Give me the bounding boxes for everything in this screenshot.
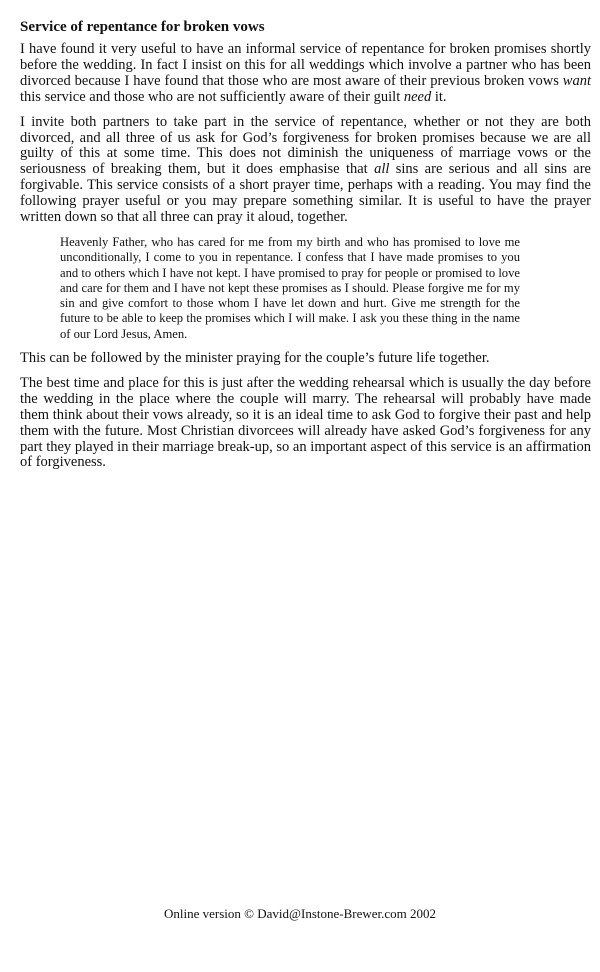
emphasis-all: all (374, 161, 390, 178)
emphasis-need: need (403, 88, 432, 105)
footer-copyright: Online version © David@Instone-Brewer.com 2002 (163, 906, 437, 921)
paragraph-invite (20, 115, 591, 226)
paragraph-invite-text-2: sins are serious and all sins are forgivable. This service consists of a short prayer time, perhaps with a reading. You may find the following prayer useful or you may prepare something similar. It is useful to have the prayer written down so that all three can pray it aloud, together. (20, 161, 591, 226)
section-heading: Service of repentance for broken vows (20, 19, 265, 35)
paragraph-intro (20, 42, 591, 106)
emphasis-want: want (562, 72, 591, 89)
paragraph-timing: The best time and place for this is just after the wedding rehearsal which is usually the day before the wedding in the place where the couple will marry. The rehearsal will probably have made them think about their vows already, so it is an ideal time to ask God to forgive their past and help them with the future. Most Christian divorcees will already have asked God’s forgiveness for any part they played in their marriage break-up, so an important aspect of this service is an affirmation of forgiveness. (20, 374, 591, 471)
paragraph-intro-text-3: it. (431, 88, 447, 105)
paragraph-intro-text-1: I have found it very useful to have an informal service of repentance for broken promises shortly before the wedding. In fact I insist on this for all weddings which involve a partner who has been divorced because I have found that those who are most aware of their previous broken vows (20, 41, 591, 89)
paragraph-invite-text-1: I invite both partners to take part in the service of repentance, whether or not they are both divorced, and all three of us ask for God’s forgiveness for broken promises because we are all guilty of this at some time. This does not diminish the uniqueness of marriage vows or the seriousness of breaking them, but it does emphasise that (20, 113, 591, 178)
paragraph-followup: This can be followed by the minister praying for the couple’s future life together. (20, 350, 490, 367)
prayer-block: Heavenly Father, who has cared for me from my birth and who has promised to love me unconditionally, I come to you in repentance. I confess that I have made promises to you and to others which I have not kept. I have promised to pray for people or promised to love and care for them and I have not kept these promises as I should. Please forgive me for my sin and give comfort to those whom I have let down and hurt. Give me strength for the future to be able to keep the promises which I will make. I ask you these thing in the name of our Lord Jesus, Amen. (60, 234, 520, 341)
paragraph-intro-text-2: this service and those who are not sufficiently aware of their guilt (20, 88, 404, 105)
document-page (20, 18, 591, 480)
